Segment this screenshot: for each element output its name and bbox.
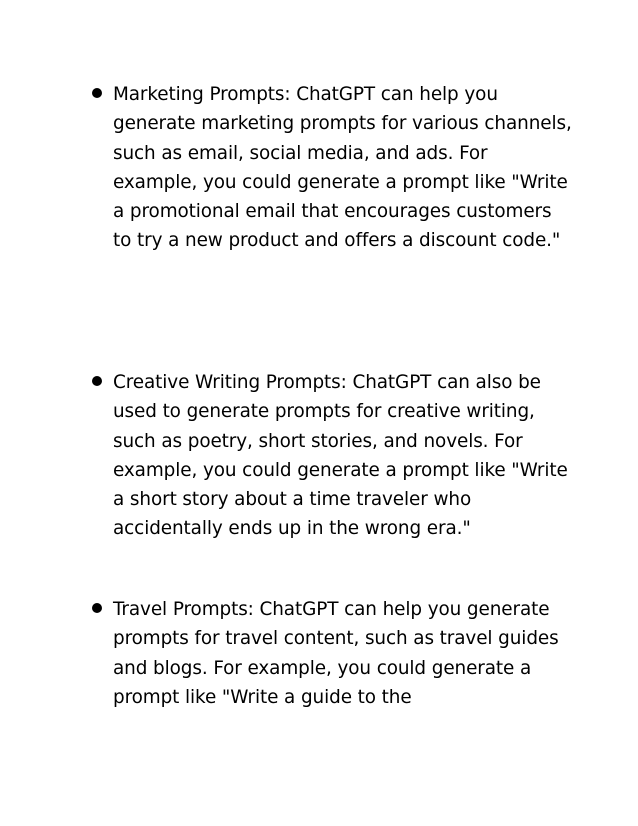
list-item-travel-prompts: [92, 595, 572, 712]
list-item-creative-writing-prompts: [92, 368, 572, 544]
list-item-marketing-prompts: [92, 80, 572, 256]
list-item-text: Travel Prompts: ChatGPT can help you generate prompts for travel content, such as travel guides and blogs. For example, you could generate a prompt like "Write a guide to the: [113, 599, 559, 708]
list-item-text: Marketing Prompts: ChatGPT can help you generate marketing prompts for various channels, such as email, social media, and ads. For example, you could generate a prompt like "Write a promotional email that encourages customers to try a new product and offers a discount code.": [113, 84, 572, 252]
bullet-icon: [92, 603, 102, 613]
bullet-icon: [92, 88, 102, 98]
list-item-text: Creative Writing Prompts: ChatGPT can also be used to generate prompts for creative writing, such as poetry, short stories, and novels. For example, you could generate a prompt like "Write a short story about a time traveler who accidentally ends up in the wrong era.": [113, 372, 568, 540]
bullet-icon: [92, 376, 102, 386]
